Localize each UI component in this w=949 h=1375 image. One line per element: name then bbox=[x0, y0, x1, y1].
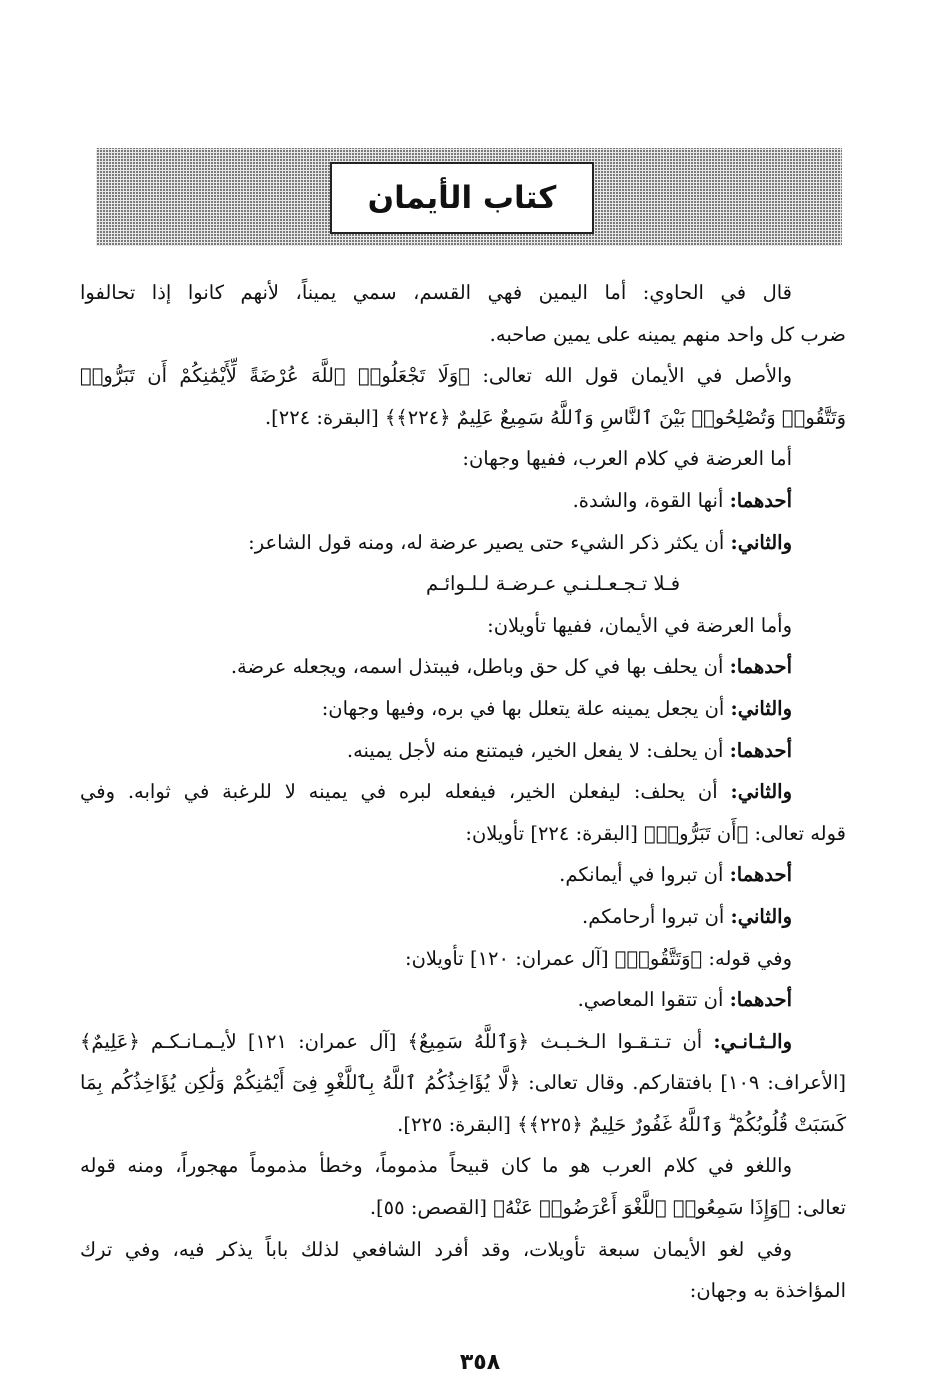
line-text: واللغو في كلام العرب هو ما كان قبيحاً مذموماً، وخطأ مذموماً مهجوراً، ومنه قوله bbox=[80, 1154, 792, 1178]
item-label: أحدهما: bbox=[729, 863, 792, 887]
text-line bbox=[80, 979, 846, 1021]
chapter-title: كتاب الأيمان bbox=[367, 180, 557, 216]
line-text: كَسَبَتْ قُلُوبُكُمْ ۗ وَٱللَّهُ غَفُورٌ حَلِيمٌ ﴿٢٢٥﴾﴾ [البقرة: ٢٢٥]. bbox=[397, 1112, 846, 1136]
text-line bbox=[80, 854, 846, 896]
line-text: وفي قوله: ﴿وَتَتَّقُوا۟﴾ [آل عمران: ١٢٠] تأويلان: bbox=[405, 946, 792, 970]
line-text: قال في الحاوي: أما اليمين فهي القسم، سمي يميناً، لأنهم كانوا إذا تحالفوا bbox=[80, 281, 792, 304]
poem-verse bbox=[80, 563, 846, 605]
line-text: فـلا تـجـعـلـنـي عـرضـة لـلـوائـم bbox=[425, 572, 681, 596]
text-line bbox=[80, 438, 846, 480]
text-line bbox=[80, 1187, 846, 1229]
line-text: [الأعراف: ١٠٩] بافتقاركم. وقال تعالى: ﴿لَّا يُؤَاخِذُكُمُ ٱللَّهُ بِٱللَّغْوِ فِىٓ أَيْمَٰنِكُمْ وَلَٰكِن يُؤَاخِذُكُم بِمَا bbox=[80, 1071, 846, 1095]
item-label: أحدهما: bbox=[729, 738, 792, 762]
title-banner bbox=[330, 162, 594, 234]
line-text: وأما العرضة في الأيمان، ففيها تأويلان: bbox=[487, 613, 792, 637]
text-line bbox=[80, 522, 846, 564]
line-text: تعالى: ﴿وَإِذَا سَمِعُوا۟ ٱللَّغْوَ أَعْرَضُوا۟ عَنْهُ﴾ [القصص: ٥٥]. bbox=[369, 1196, 846, 1220]
text-line bbox=[80, 605, 846, 647]
text-line bbox=[80, 272, 846, 314]
line-text: أن يكثر ذكر الشيء حتى يصير عرضة له، ومنه قول الشاعر: bbox=[248, 530, 731, 554]
line-text: أن يجعل يمينه علة يتعلل بها في بره، وفيها وجهان: bbox=[321, 696, 731, 720]
text-line bbox=[80, 730, 846, 772]
text-line bbox=[80, 1270, 846, 1312]
item-label: أحدهما: bbox=[729, 655, 792, 679]
line-text: أن يحلف بها في كل حق وباطل، فيبتذل اسمه، ويجعله عرضة. bbox=[230, 655, 730, 679]
line-text: المؤاخذة به وجهان: bbox=[689, 1279, 846, 1303]
text-line bbox=[80, 397, 846, 439]
text-line bbox=[80, 771, 846, 813]
text-line bbox=[80, 1145, 846, 1187]
text-line bbox=[80, 896, 846, 938]
line-text: أن يحلف: لا يفعل الخير، فيمتنع منه لأجل يمينه. bbox=[346, 738, 730, 762]
text-line bbox=[80, 355, 846, 397]
line-text: أن تبروا أرحامكم. bbox=[582, 904, 731, 928]
item-label: والثاني: bbox=[730, 780, 792, 804]
text-line bbox=[80, 1229, 846, 1271]
line-text: أنها القوة، والشدة. bbox=[572, 488, 730, 512]
line-text: أن يحلف: ليفعلن الخير، فيفعله لبره في يمينه لا للرغبة في ثوابه. وفي bbox=[80, 780, 731, 804]
text-line bbox=[80, 813, 846, 855]
text-line bbox=[80, 938, 846, 980]
line-text: ضرب كل واحد منهم يمينه على يمين صاحبه. bbox=[489, 322, 846, 346]
item-label: أحدهما: bbox=[729, 988, 792, 1012]
text-line bbox=[80, 1062, 846, 1104]
line-text: أن تـتـقـوا الـخـبـث ﴿وَٱللَّهُ سَمِيعٌ﴾ [آل عمران: ١٢١] لأيـمـانـكـم ﴿عَلِيمٌ﴾ bbox=[80, 1029, 714, 1053]
item-label: أحدهما: bbox=[729, 488, 792, 512]
text-line bbox=[80, 1021, 846, 1063]
text-line bbox=[80, 480, 846, 522]
line-text: قوله تعالى: ﴿أَن تَبَرُّوا۟﴾ [البقرة: ٢٢٤] تأويلان: bbox=[465, 821, 846, 845]
line-text: أن تبروا في أيمانكم. bbox=[559, 863, 730, 887]
line-text: وفي لغو الأيمان سبعة تأويلات، وقد أفرد الشافعي لذلك باباً يذكر فيه، وفي ترك bbox=[80, 1237, 792, 1261]
line-text: أما العرضة في كلام العرب، ففيها وجهان: bbox=[462, 447, 792, 471]
item-label: والثاني: bbox=[730, 696, 792, 720]
line-text: وَتَتَّقُوا۟ وَتُصْلِحُوا۟ بَيْنَ ٱلنَّاسِ وَٱللَّهُ سَمِيعٌ عَلِيمٌ ﴿٢٢٤﴾﴾ [البقرة: ٢٢٤]. bbox=[264, 405, 846, 429]
item-label: والـثـانـي: bbox=[713, 1029, 792, 1053]
text-line bbox=[80, 688, 846, 730]
line-text: والأصل في الأيمان قول الله تعالى: ﴿وَلَا تَجْعَلُوا۟ ٱللَّهَ عُرْضَةً لِّأَيْمَٰنِكُمْ أَن تَبَرُّوا۟ bbox=[80, 364, 792, 388]
text-line bbox=[80, 646, 846, 688]
page-number: ٣٥٨ bbox=[459, 1350, 501, 1375]
line-text: أن تتقوا المعاصي. bbox=[577, 988, 730, 1012]
page-body bbox=[80, 272, 846, 1312]
text-line bbox=[80, 314, 846, 356]
item-label: والثاني: bbox=[730, 904, 792, 928]
text-line bbox=[80, 1104, 846, 1146]
item-label: والثاني: bbox=[730, 530, 792, 554]
